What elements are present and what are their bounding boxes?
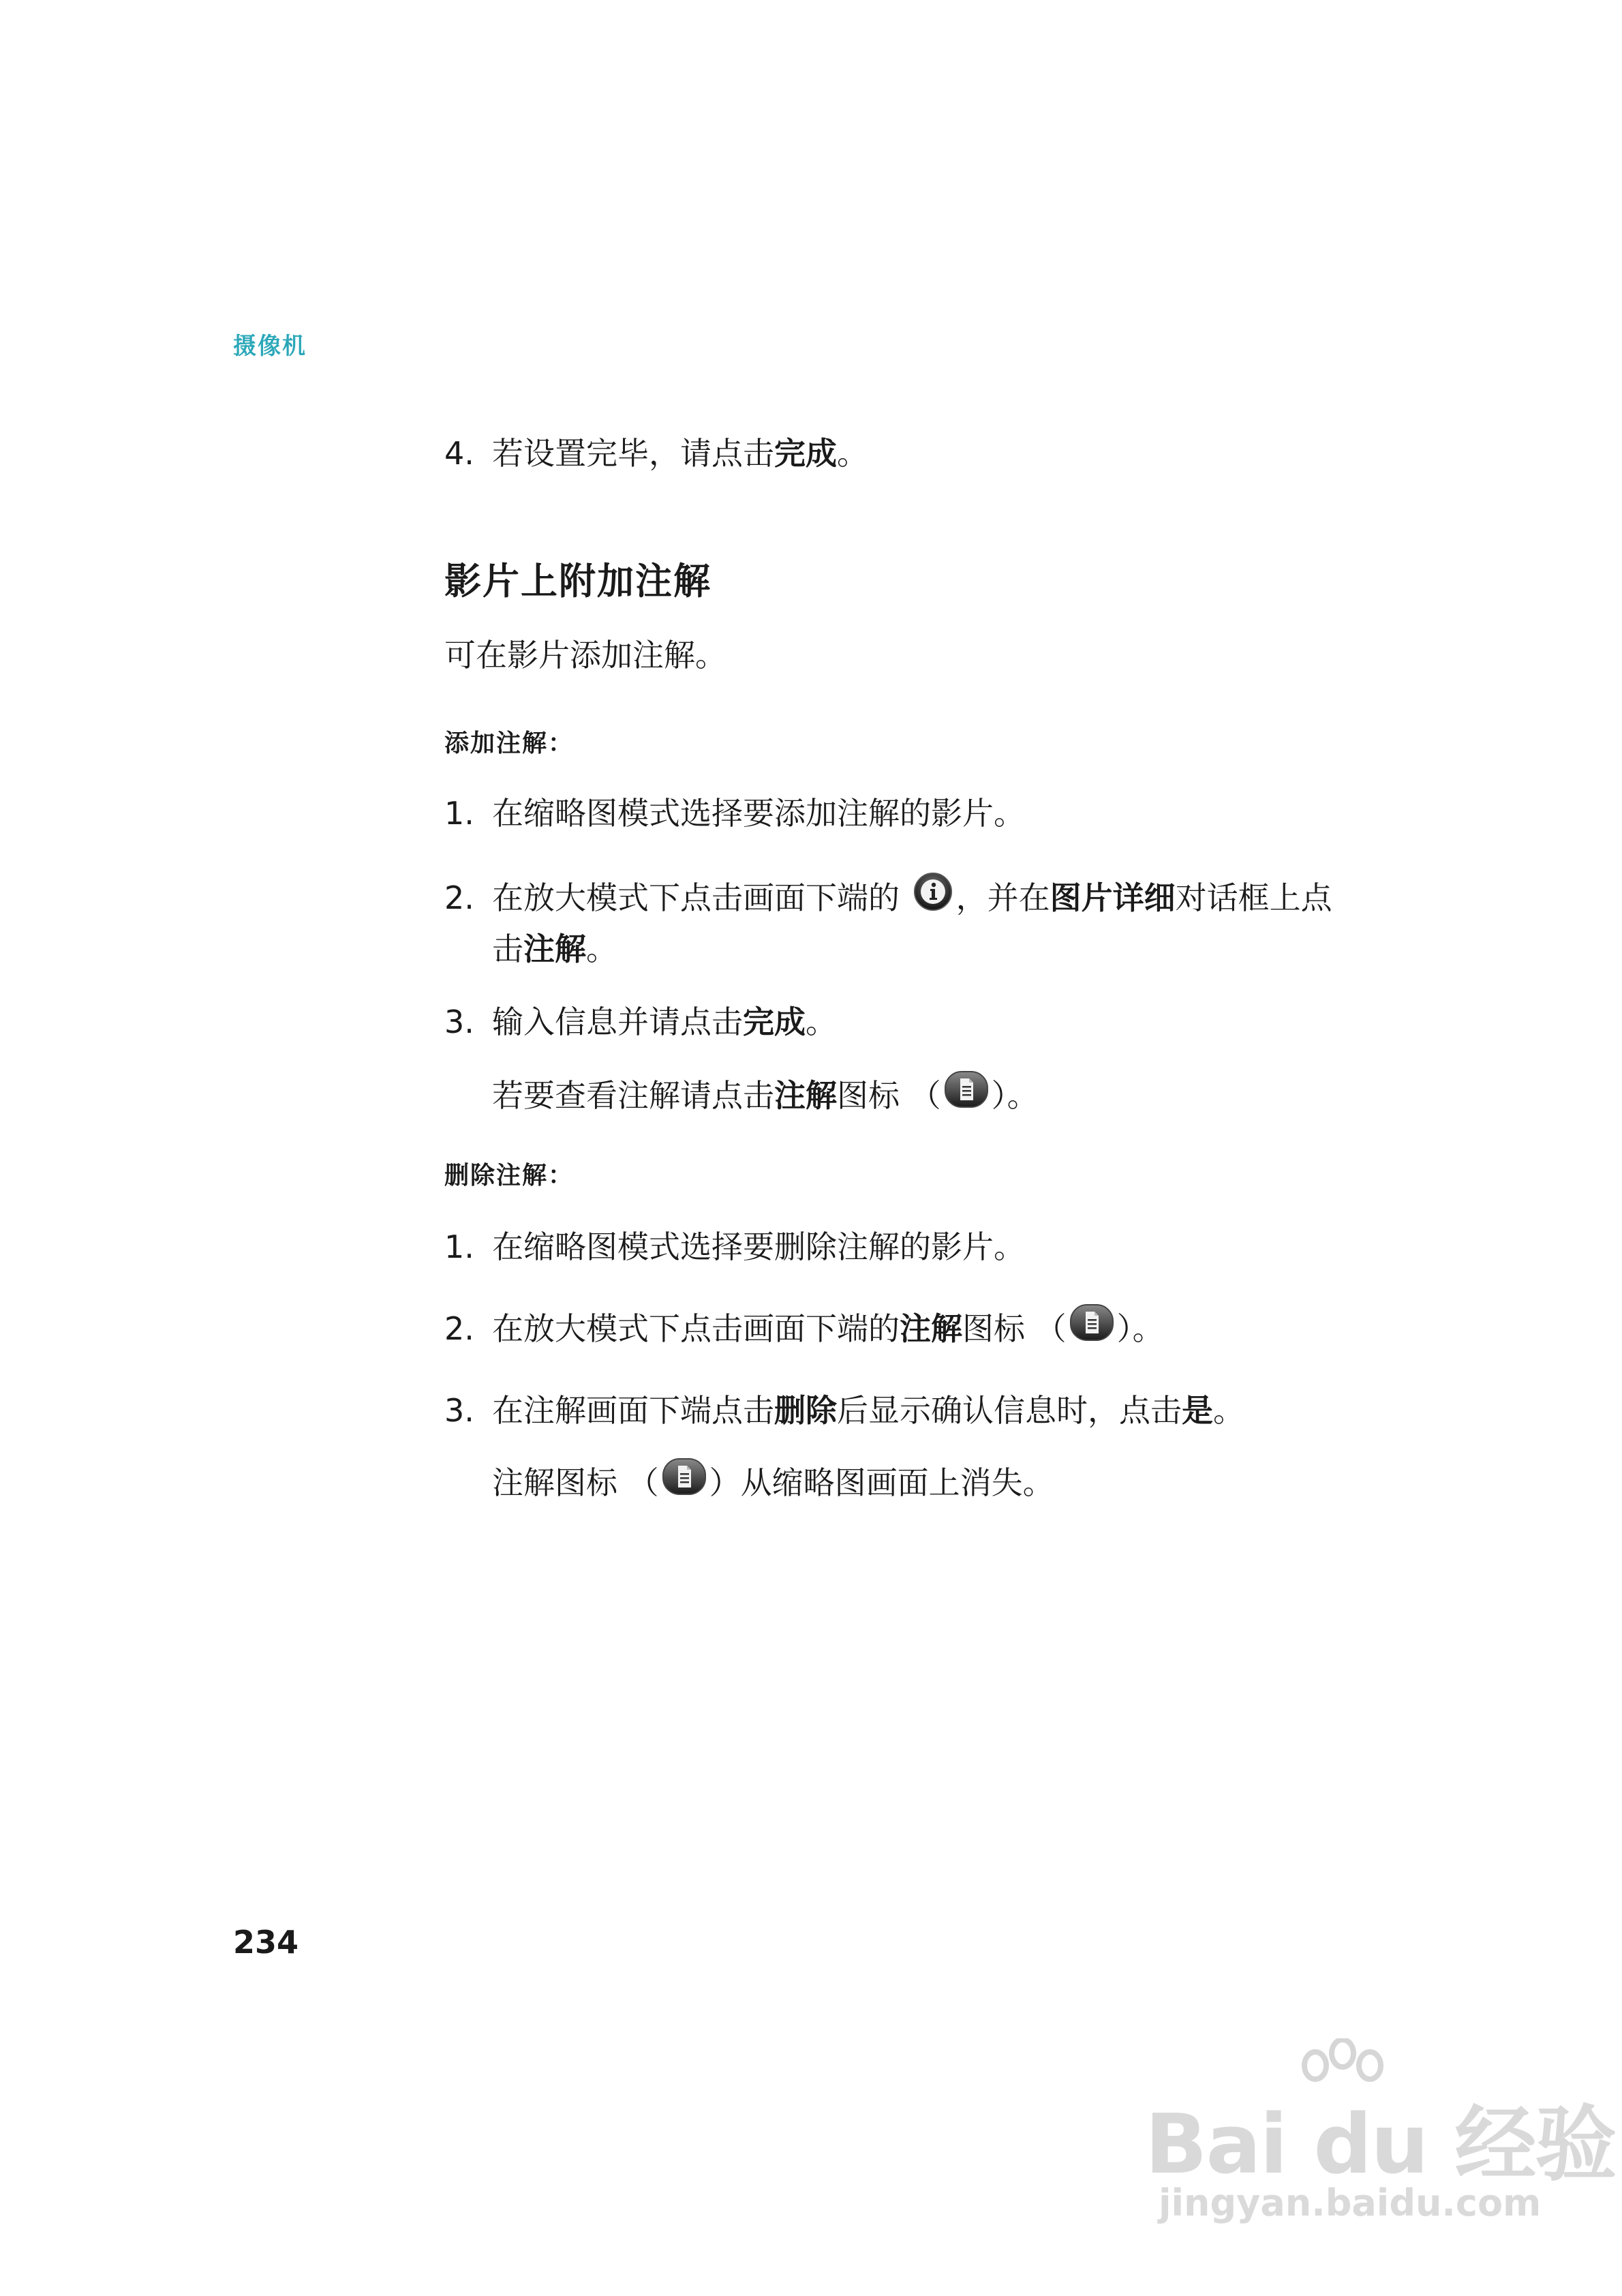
step-text: 在注解画面下端点击 (492, 1392, 774, 1429)
step-number: 2. (444, 879, 474, 916)
add-note-subheading: 添加注解： (444, 729, 575, 757)
step-text-end: 。 (586, 931, 617, 967)
watermark-url: jingyan.baidu.com (1159, 2181, 1542, 2224)
step-number: 3. (444, 1392, 474, 1429)
step-bold: 注解 (523, 931, 586, 967)
step-bold: 删除 (774, 1392, 837, 1429)
step-text: 在放大模式下点击画面下端的 (492, 1310, 900, 1347)
delete-step-3 (444, 1388, 1244, 1433)
note-icon (662, 1457, 707, 1507)
step-4 (444, 431, 868, 476)
step-text: 在缩略图模式选择要添加注解的影片。 (492, 795, 1025, 832)
step-number: 1. (444, 795, 474, 832)
note-text: 图标 （ (837, 1077, 941, 1114)
step-continuation (444, 926, 1332, 971)
delete-note-tip (492, 1460, 1054, 1510)
step-number: 2. (444, 1310, 474, 1347)
step-bold: 完成 (743, 1003, 806, 1040)
step-text-end: 。 (837, 435, 868, 472)
baidu-watermark (1145, 2038, 1616, 2243)
info-icon (913, 871, 953, 924)
delete-step-1 (444, 1224, 1025, 1269)
section-label: 摄像机 (233, 333, 307, 360)
note-bold: 注解 (774, 1077, 837, 1114)
step-text: 击 (492, 931, 523, 967)
step-text: 对话框上点 (1175, 879, 1332, 916)
watermark-logo: Bai du 经验 (1145, 2098, 1616, 2192)
step-bold: 图片详细 (1050, 879, 1176, 916)
step-text-end: 。 (806, 1003, 837, 1040)
step-number: 4. (444, 435, 474, 472)
step-text-end: ）。 (1116, 1310, 1164, 1347)
delete-step-2 (444, 1306, 1164, 1356)
step-text: ，并在 (955, 879, 1050, 916)
step-number: 1. (444, 1228, 474, 1265)
note-text: 若要查看注解请点击 (492, 1077, 774, 1114)
intro-paragraph: 可在影片添加注解。 (444, 637, 726, 674)
note-icon (944, 1070, 989, 1120)
add-note-tip (492, 1073, 1039, 1123)
step-text: 图标 （ (962, 1310, 1067, 1347)
step-text-end: 。 (1213, 1392, 1244, 1429)
step-text: 在缩略图模式选择要删除注解的影片。 (492, 1228, 1025, 1265)
step-text: 输入信息并请点击 (492, 1003, 743, 1040)
step-bold: 完成 (774, 435, 837, 472)
step-text: 若设置完毕，请点击 (492, 435, 774, 472)
add-step-3 (444, 999, 837, 1044)
add-step-2 (444, 874, 1332, 971)
note-text-end: ）。 (991, 1077, 1039, 1114)
page-number: 234 (233, 1924, 299, 1961)
add-step-1 (444, 791, 1025, 836)
section-heading: 影片上附加注解 (444, 560, 711, 603)
step-number: 3. (444, 1003, 474, 1040)
note-text-end: ）从缩略图画面上消失。 (709, 1464, 1054, 1501)
step-text: 后显示确认信息时，点击 (837, 1392, 1182, 1429)
note-icon (1069, 1303, 1114, 1353)
step-text: 在放大模式下点击画面下端的 (492, 879, 900, 916)
delete-note-subheading: 删除注解： (444, 1162, 575, 1190)
step-bold: 是 (1182, 1392, 1213, 1429)
note-text: 注解图标 （ (492, 1464, 659, 1501)
step-bold: 注解 (900, 1310, 962, 1347)
